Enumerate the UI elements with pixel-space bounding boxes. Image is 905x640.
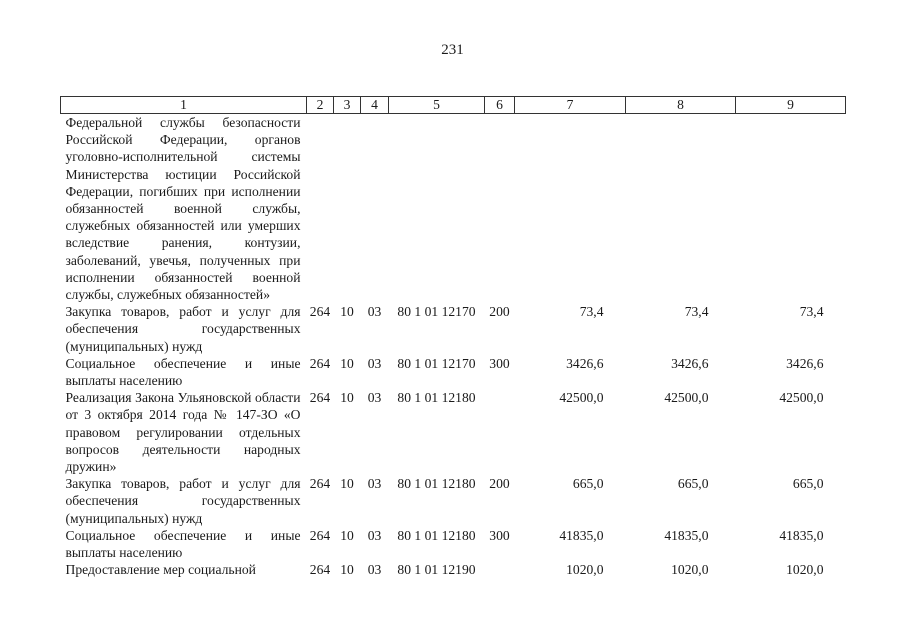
cell-subsection: 03 bbox=[367, 304, 382, 320]
cell-expense-type: 300 bbox=[489, 527, 510, 543]
header-col-4: 4 bbox=[361, 97, 389, 114]
cell-section: 10 bbox=[340, 355, 354, 371]
cell-subsection: 03 bbox=[367, 355, 382, 371]
row-description: Закупка товаров, работ и услуг для обеспечения государственных (муниципальных) нужд bbox=[65, 476, 301, 526]
cell-section bbox=[334, 114, 361, 304]
row-description: Федеральной службы безопасности Российской Федерации, органов уголовно-исполнительной системы Министерства юстиции Российской Федерации, погибших при исполнении обязанностей военной службы, служебных обязанностей или умерших вследствие ранения, контузии, заболеваний, увечья, полученных при исполнении обязанностей военной службы, служебных обязанностей» bbox=[65, 115, 301, 303]
cell-amount-8: 73,4 bbox=[684, 304, 709, 320]
header-col-8: 8 bbox=[626, 97, 736, 114]
cell-ministry-code: 264 bbox=[309, 355, 331, 371]
cell-target-article: 80 1 01 12180 bbox=[397, 476, 476, 492]
table-row bbox=[61, 114, 846, 304]
cell-amount-9: 42500,0 bbox=[779, 390, 824, 406]
cell-amount-9 bbox=[736, 114, 846, 304]
row-description: Реализация Закона Ульяновской области от 3 октября 2014 года № 147-ЗО «О правовом регулировании отдельных вопросов деятельности народных дружин» bbox=[65, 390, 301, 475]
row-description: Закупка товаров, работ и услуг для обеспечения государственных (муниципальных) нужд bbox=[65, 304, 301, 354]
cell-amount-8: 3426,6 bbox=[671, 355, 709, 371]
cell-target-article: 80 1 01 12180 bbox=[397, 390, 476, 406]
table-row bbox=[61, 527, 846, 561]
header-col-2: 2 bbox=[307, 97, 334, 114]
cell-ministry-code bbox=[307, 114, 334, 304]
cell-subsection: 03 bbox=[367, 527, 382, 543]
header-row bbox=[61, 97, 846, 114]
cell-ministry-code: 264 bbox=[309, 304, 331, 320]
cell-amount-9: 41835,0 bbox=[779, 527, 824, 543]
cell-target-article bbox=[389, 114, 485, 304]
header-col-3: 3 bbox=[334, 97, 361, 114]
cell-amount-7: 3426,6 bbox=[566, 355, 604, 371]
cell-section: 10 bbox=[340, 476, 354, 492]
cell-expense-type: 300 bbox=[489, 355, 510, 371]
cell-amount-9: 1020,0 bbox=[786, 562, 824, 578]
header-col-7: 7 bbox=[515, 97, 626, 114]
cell-section: 10 bbox=[340, 562, 354, 578]
cell-subsection bbox=[361, 114, 389, 304]
cell-amount-8: 41835,0 bbox=[664, 527, 709, 543]
cell-amount-7: 73,4 bbox=[579, 304, 604, 320]
row-description: Социальное обеспечение и иные выплаты населению bbox=[65, 527, 301, 561]
table-row bbox=[61, 303, 846, 355]
cell-amount-7: 42500,0 bbox=[559, 390, 604, 406]
header-col-6: 6 bbox=[485, 97, 515, 114]
cell-amount-9: 3426,6 bbox=[786, 355, 824, 371]
cell-subsection: 03 bbox=[367, 562, 382, 578]
cell-target-article: 80 1 01 12180 bbox=[397, 527, 476, 543]
header-col-5: 5 bbox=[389, 97, 485, 114]
cell-ministry-code: 264 bbox=[309, 390, 331, 406]
budget-table bbox=[60, 96, 846, 578]
cell-amount-7: 41835,0 bbox=[559, 527, 604, 543]
cell-ministry-code: 264 bbox=[309, 562, 331, 578]
cell-amount-7 bbox=[515, 114, 626, 304]
cell-expense-type bbox=[485, 389, 515, 475]
cell-amount-7: 1020,0 bbox=[566, 562, 604, 578]
page-number: 231 bbox=[441, 42, 464, 58]
cell-expense-type: 200 bbox=[489, 304, 510, 320]
header-col-1: 1 bbox=[61, 97, 307, 114]
cell-subsection: 03 bbox=[367, 390, 382, 406]
cell-expense-type: 200 bbox=[489, 476, 510, 492]
row-description: Предоставление мер социальной bbox=[65, 562, 256, 578]
cell-target-article: 80 1 01 12170 bbox=[397, 355, 476, 371]
cell-target-article: 80 1 01 12170 bbox=[397, 304, 476, 320]
cell-amount-8: 1020,0 bbox=[671, 562, 709, 578]
header-col-9: 9 bbox=[736, 97, 846, 114]
cell-amount-8 bbox=[626, 114, 736, 304]
table-row bbox=[61, 389, 846, 475]
cell-subsection: 03 bbox=[367, 476, 382, 492]
cell-ministry-code: 264 bbox=[309, 527, 331, 543]
cell-amount-8: 42500,0 bbox=[664, 390, 709, 406]
cell-expense-type bbox=[485, 561, 515, 578]
table-row bbox=[61, 355, 846, 389]
cell-section: 10 bbox=[340, 527, 354, 543]
cell-amount-7: 665,0 bbox=[572, 476, 604, 492]
cell-section: 10 bbox=[340, 304, 354, 320]
cell-amount-9: 73,4 bbox=[799, 304, 824, 320]
table-row bbox=[61, 475, 846, 527]
table-row bbox=[61, 561, 846, 578]
cell-expense-type bbox=[485, 114, 515, 304]
row-description: Социальное обеспечение и иные выплаты населению bbox=[65, 355, 301, 389]
cell-section: 10 bbox=[340, 390, 354, 406]
cell-amount-8: 665,0 bbox=[677, 476, 709, 492]
cell-amount-9: 665,0 bbox=[792, 476, 824, 492]
cell-ministry-code: 264 bbox=[309, 476, 331, 492]
cell-target-article: 80 1 01 12190 bbox=[397, 562, 476, 578]
